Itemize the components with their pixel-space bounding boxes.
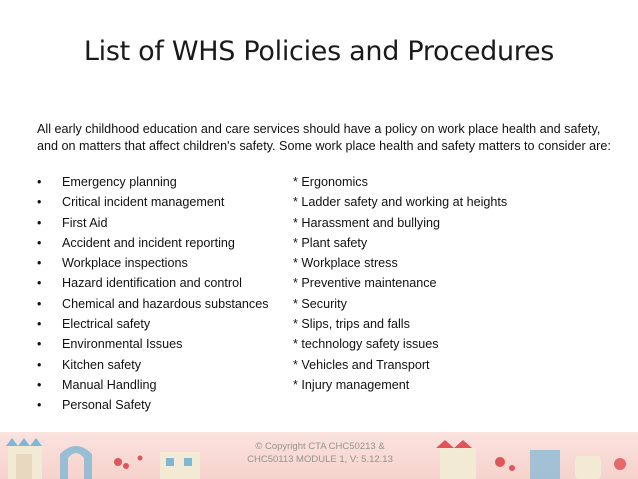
list-item: • Electrical safety [37, 317, 287, 337]
list-item: * Plant safety [293, 235, 368, 250]
module-version-line: CHC50113 MODULE 1, V: 5.12.13 [247, 454, 393, 465]
list-item: • Personal Safety [37, 398, 287, 418]
copyright-notice [210, 440, 430, 466]
intro-paragraph: All early childhood education and care services should have a policy on work place health and safety, and on matters that affect children's safety. Some work place health and safety matters to consider are: [37, 122, 611, 153]
list-item: * Ladder safety and working at heights [293, 195, 508, 210]
list-item: • Environmental Issues [37, 337, 287, 357]
bullet-icon: • [37, 195, 42, 210]
bullet-icon: • [37, 398, 42, 413]
list-item: * Preventive maintenance [293, 276, 437, 291]
cafe-icon [440, 448, 476, 479]
list-item: • Accident and incident reporting [37, 236, 287, 256]
left-bullet-list [37, 175, 287, 419]
right-list [293, 175, 593, 398]
bullet-icon: • [37, 215, 42, 230]
list-item: * Security [293, 296, 347, 311]
list-item: • Manual Handling [37, 378, 287, 398]
list-item: * Vehicles and Transport [293, 357, 430, 372]
list-item: • Kitchen safety [37, 358, 287, 378]
list-item: * Workplace stress [293, 256, 398, 271]
bullet-icon: • [37, 357, 42, 372]
list-item: • Workplace inspections [37, 256, 287, 276]
teapot-icon [575, 456, 601, 479]
list-item: • Emergency planning [37, 175, 287, 195]
list-item: • Chemical and hazardous substances [37, 297, 287, 317]
flower-icon [114, 458, 122, 466]
list-item: * Ergonomics [293, 175, 368, 189]
arch-icon [60, 446, 92, 479]
flower-icon [495, 457, 505, 467]
copyright-line: © Copyright CTA CHC50213 & [255, 441, 385, 452]
list-item: * Injury management [293, 377, 410, 392]
bullet-icon: • [37, 175, 42, 189]
list-item: • Critical incident management [37, 195, 287, 215]
bullet-icon: • [37, 317, 42, 332]
awning-icon [6, 438, 42, 446]
bullet-icon: • [37, 296, 42, 311]
bullet-icon: • [37, 276, 42, 291]
bullet-icon: • [37, 377, 42, 392]
slide-title: List of WHS Policies and Procedures [83, 36, 555, 67]
list-item: • Hazard identification and control [37, 276, 287, 296]
bullet-icon: • [37, 235, 42, 250]
flower-icon [614, 458, 626, 470]
list-item: * Harassment and bullying [293, 215, 441, 230]
building-icon [530, 450, 560, 479]
list-item: * technology safety issues [293, 337, 439, 352]
bullet-icon: • [37, 337, 42, 352]
list-item: • First Aid [37, 216, 287, 236]
bullet-icon: • [37, 256, 42, 271]
list-item: * Slips, trips and falls [293, 317, 410, 332]
